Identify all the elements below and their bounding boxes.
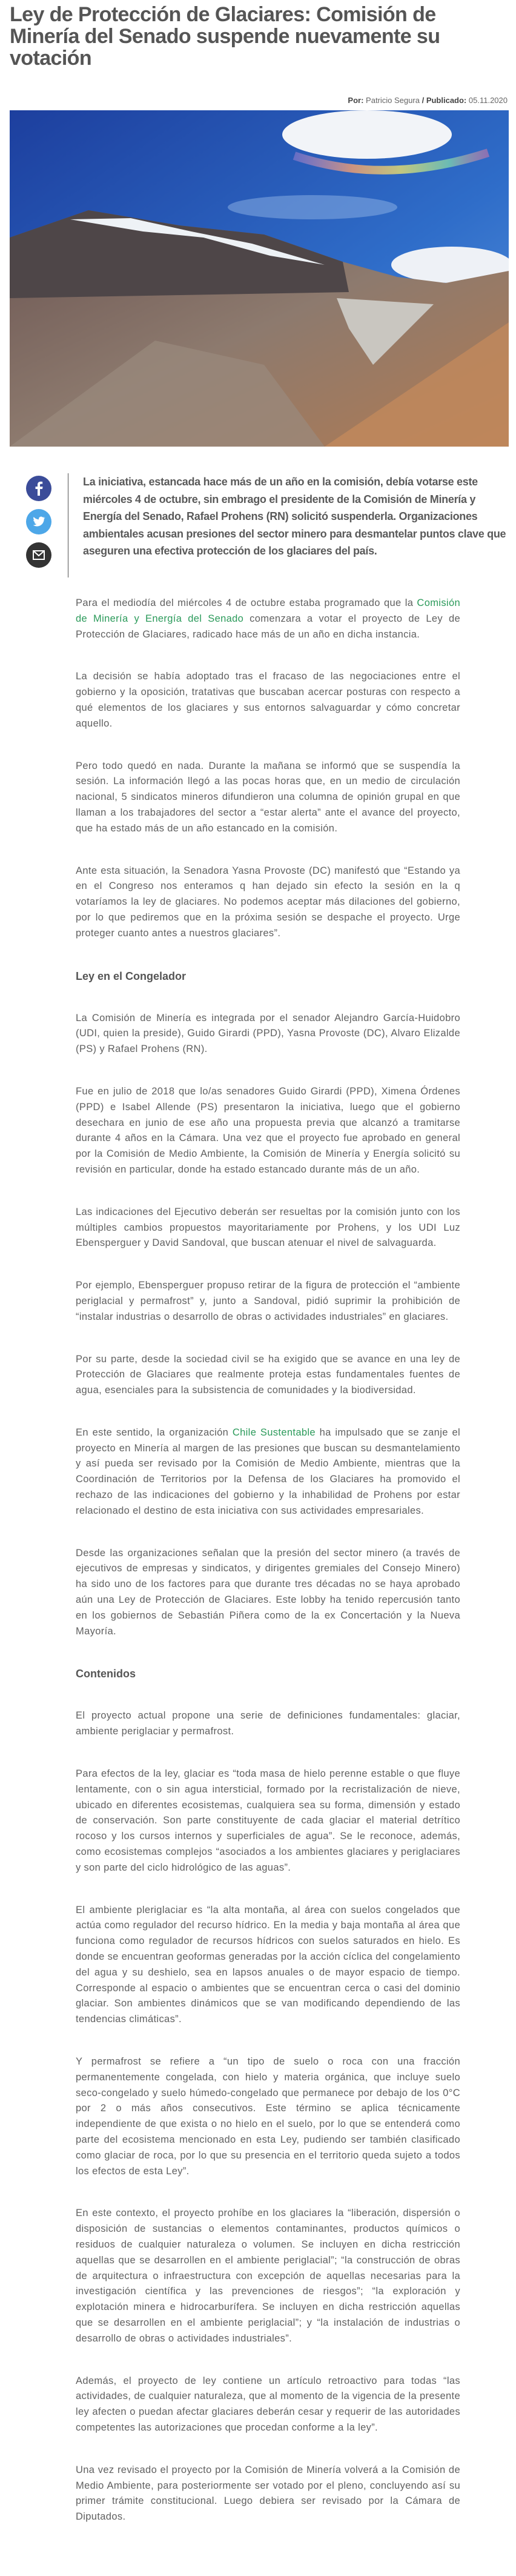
body-paragraph: Para efectos de la ley, glaciar es “toda masa de hielo perenne estable o que fluye lentamente, con o sin agua intersticial, formado por la recristalización de nieve, ubicado en diferentes ecosistemas, cualquiera sea su forma, dimensión y estado de conservación. Son parte constituyente de cada glaciar el material detrítico rocoso y los cursos internos y superficiales de agua”. Se le reconoce, además, como ecosistemas complejos “asociados a los ambientes glaciares y periglaciares y son parte del ciclo hidrológico de las aguas”. (76, 1768, 460, 1873)
published-date: 05.11.2020 (468, 96, 508, 105)
body-paragraph: Además, el proyecto de ley contiene un artículo retroactivo para todas “las actividades, de cualquier naturaleza, que al momento de la vigencia de la presente ley afecten o puedan afectar glaciares deberán cesar y requerir de las autoridades competentes las autorizaciones que procedan conforme a la ley”. (76, 2375, 460, 2433)
body-paragraph (76, 596, 460, 642)
byline (0, 96, 516, 107)
inline-link[interactable]: Comisión de Minería y Energía del Senado (76, 597, 460, 624)
body-paragraph: Las indicaciones del Ejecutivo deberán ser resueltas por la comisión junto con los múltiples cambios propuestos mayoritariamente por Prohens, y los UDI Luz Ebensperguer y David Sandoval, que buscan atenuar el nivel de salvaguarda. (76, 1206, 460, 1249)
body-paragraph: Una vez revisado el proyecto por la Comisión de Minería volverá a la Comisión de Medio Ambiente, para posteriormente ser votado por el pleno, concluyendo así su primer trámite constitucional. Luego debiera ser revisado por la Cámara de Diputados. (76, 2464, 460, 2523)
section-heading: Contenidos (76, 1668, 136, 1680)
facebook-icon (26, 476, 51, 501)
article-lead: La iniciativa, estancada hace más de un año en la comisión, debía votarse este miércoles 4 de octubre, sin embrago el presidente de la Comisión de Minería y Energía del Senado, Rafael Prohens (RN) solicitó suspenderla. Organizaciones ambientales acusan presiones del sector minero para desmantelar puntos clave que aseguren una efectiva protección de los glaciares del país. (83, 476, 506, 557)
body-paragraph: Y permafrost se refiere a “un tipo de suelo o roca con una fracción permanentemente congelada, con hielo y materia orgánica, que incluye suelo seco-congelado y suelo húmedo-congelado que permanece por debajo de los 0°C por 2 o más años consecutivos. Este término se aplica técnicamente independiente de que exista o no hielo en el suelo, por lo que se entenderá como parte del ecosistema mencionado en esta Ley, pudiendo ser también clasificado como glaciar de roca, por lo que su presencia en el territorio queda sujeto a todos los efectos de esta Ley”. (76, 2056, 460, 2177)
hero-image-mountain-glacier (10, 110, 509, 447)
article-title: Ley de Protección de Glaciares: Comisión de Minería del Senado suspende nuevamente su votación (10, 3, 440, 70)
body-paragraph: Por su parte, desde la sociedad civil se ha exigido que se avance en una ley de Protección de Glaciares que realmente proteja estas fundamentales fuentes de agua, esenciales para la subsistencia de comunidades y la biodiversidad. (76, 1353, 460, 1396)
author-name: Patricio Segura (366, 96, 420, 105)
paragraph-text: ha impulsado que se zanje el proyecto en Minería al margen de las presiones que buscan su desmantelamiento y así pueda ser revisado por la Comisión de Medio Ambiente, mientras que la Coordinación de Territorios por la Defensa de los Glaciares ha promovido el rechazo de las indicaciones del gobierno y la inhabilidad de Prohens por estar relacionado el destino de esta iniciativa con sus actividades empresariales. (76, 1426, 460, 1516)
article-body (76, 596, 460, 2576)
share-facebook-button[interactable] (26, 476, 51, 501)
byline-separator: / (422, 96, 425, 105)
body-paragraph (76, 1425, 460, 1519)
paragraph-text: Para el mediodía del miércoles 4 de octubre estaba programado que la (76, 597, 417, 608)
inline-link[interactable]: Chile Sustentable (232, 1426, 316, 1438)
share-bar (26, 476, 51, 576)
share-twitter-button[interactable] (26, 509, 51, 534)
body-paragraph: Pero todo quedó en nada. Durante la mañana se informó que se suspendía la sesión. La información llegó a las pocas horas que, en un medio de circulación nacional, 5 sindicatos mineros difundieron una columna de opinión grupal en que llaman a los trabajadores del sector a “estar alerta” ante el avance del proyecto, que ha estado más de un año estancado en la comisión. (76, 760, 460, 834)
body-paragraph: Fue en julio de 2018 que lo/as senadores Guido Girardi (PPD), Ximena Órdenes (PPD) e Isabel Allende (PS) presentaron la iniciativa, luego que el gobierno desechara en junio de ese año una propuesta previa que alcanzó a tramitarse durante 4 años en la Cámara. Una vez que el proyecto fue aprobado en general por la Comisión de Medio Ambiente, la Comisión de Minería y Energía solicitó su revisión en particular, donde ha estado estancado durante más de un año. (76, 1085, 460, 1175)
email-icon (26, 542, 51, 568)
body-paragraph: El ambiente pleriglaciar es “la alta montaña, al área con suelos congelados que actúa como regulador del recurso hídrico. En la media y baja montaña al área que funciona como regulador de recursos hídricos con suelos saturados en hielo. Es donde se encuentran geoformas generadas por la acción cíclica del congelamiento del agua y su deshielo, sea en lapsos anuales o de mayor espacio de tiempo. Corresponde al espacio o ambientes que se encuentran cerca o casi del dominio glaciar. Son ambientes dinámicos que se van modificando dependiendo de las tendencias climáticas”. (76, 1904, 460, 2025)
body-paragraph: La decisión se había adoptado tras el fracaso de las negociaciones entre el gobierno y la oposición, tratativas que buscaban acercar posturas con respecto a qué elementos de los glaciares y sus entornos salvaguardar y cómo concretar aquello. (76, 671, 460, 729)
section-heading: Ley en el Congelador (76, 970, 187, 982)
share-email-button[interactable] (26, 542, 51, 568)
paragraph-text: comenzara a votar el proyecto de Ley de Protección de Glaciares, radicado hace más de un año en dicha instancia. (76, 613, 461, 640)
published-label: Publicado: (426, 96, 467, 105)
paragraph-text: En este sentido, la organización (76, 1426, 233, 1438)
author-label: Por: (348, 96, 364, 105)
body-paragraph: Desde las organizaciones señalan que la presión del sector minero (a través de ejecutivos de empresas y sindicatos, y dirigentes gremiales del Consejo Minero) ha sido uno de los factores para que durante tres décadas no se haya aprobado aún una Ley de Protección de Glaciares. Este lobby ha tenido repercusión tanto en los gobiernos de Sebastián Piñera como de la ex Concertación y la Nueva Mayoría. (76, 1547, 460, 1637)
body-paragraph: La Comisión de Minería es integrada por el senador Alejandro García-Huidobro (UDI, quien la preside), Guido Girardi (PPD), Yasna Provoste (DC), Alvaro Elizalde (PS) y Rafael Prohens (RN). (76, 1012, 460, 1055)
body-paragraph: El proyecto actual propone una serie de definiciones fundamentales: glaciar, ambiente periglaciar y permafrost. (76, 1710, 460, 1737)
body-paragraph: Por ejemplo, Ebensperguer propuso retirar de la figura de protección el “ambiente periglacial y permafrost” y, junto a Sandoval, pidió suprimir la prohibición de “instalar industrias o desarrollo de obras o actividades industriales” en glaciares. (76, 1280, 460, 1322)
body-paragraph: Ante esta situación, la Senadora Yasna Provoste (DC) manifestó que “Estando ya en el Congreso nos enteramos q han dejado sin efecto la sesión en la q votaríamos la ley de glaciares. No podemos aceptar más dilaciones del gobierno, por lo que pediremos que en la próxima sesión se despache el proyecto. Urge proteger cuanto antes a nuestros glaciares”. (76, 865, 460, 939)
twitter-icon (26, 509, 51, 534)
body-paragraph: En este contexto, el proyecto prohíbe en los glaciares la “liberación, dispersión o disposición de sustancias o elementos contaminantes, productos químicos o residuos de cualquier naturaleza o volumen. Se incluyen en dicha restricción aquellas que se desarrollen en el ambiente periglacial”; “la construcción de obras de arquitectura o infraestructura con excepción de aquellas necesarias para la investigación científica y las prevenciones de riesgos”; “la exploración y explotación minera e hidrocarburífera. Se incluyen en dicha restricción aquellas que se desarrollen en el ambiente periglacial”; y “la instalación de industrias o desarrollo de obras o actividades industriales”. (76, 2208, 460, 2344)
lead-section (0, 473, 516, 582)
